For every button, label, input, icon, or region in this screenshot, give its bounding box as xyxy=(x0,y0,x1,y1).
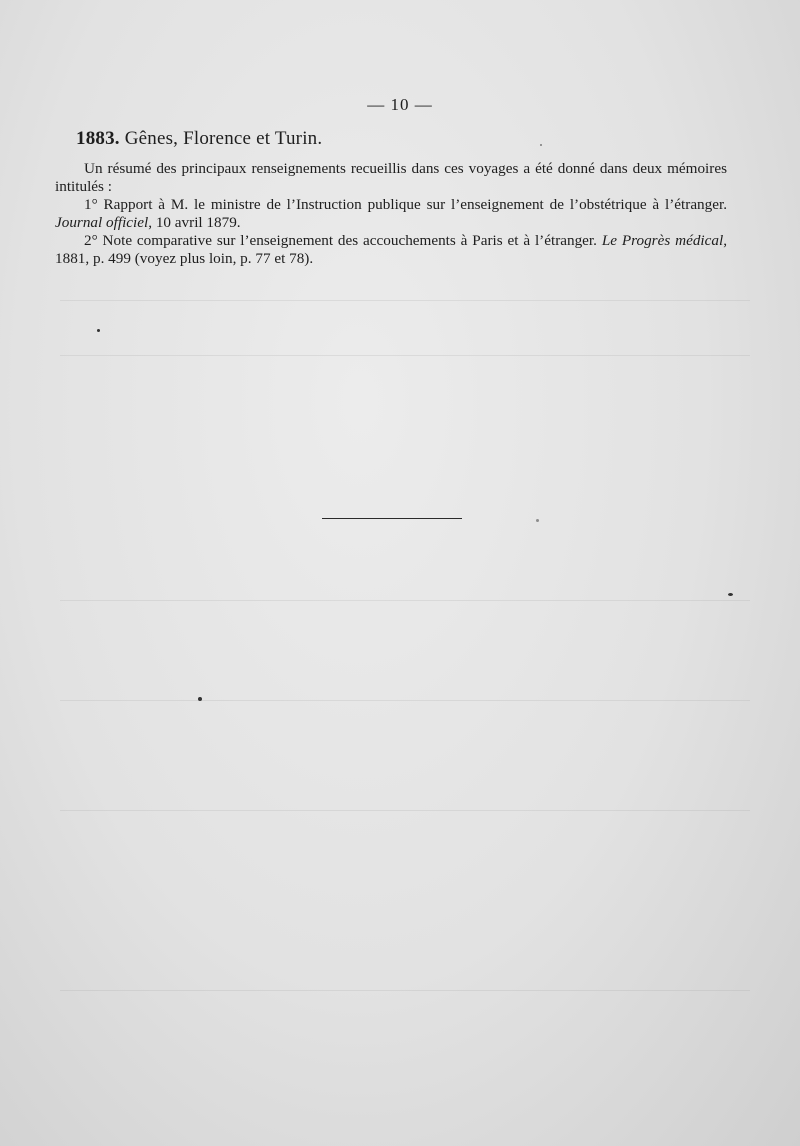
bleed-through-line xyxy=(60,700,750,701)
bleed-through-line xyxy=(60,600,750,601)
scan-speck xyxy=(198,697,202,701)
reference-1-title: 1° Rapport à M. le ministre de l’Instruction publique sur l’enseignement de l’obstétrique à l’étranger. xyxy=(84,196,727,213)
page-number: — 10 — xyxy=(367,95,433,114)
scan-speck xyxy=(540,144,542,146)
body-text xyxy=(55,160,727,268)
bleed-through-line xyxy=(60,300,750,301)
section-heading xyxy=(76,128,322,150)
heading-text: Gênes, Florence et Turin. xyxy=(124,128,323,149)
reference-2-title: 2° Note comparative sur l’enseignement des accouchements à Paris et à l’étranger. xyxy=(84,232,602,249)
reference-1-date: , 10 avril 1879. xyxy=(148,214,241,231)
scan-speck xyxy=(97,329,100,332)
reference-2-journal: Le Progrès médical xyxy=(601,232,724,249)
scan-speck xyxy=(728,593,733,596)
heading-year: 1883. xyxy=(76,128,120,149)
reference-1 xyxy=(55,196,727,232)
section-divider xyxy=(322,518,462,519)
bleed-through-line xyxy=(60,990,750,991)
bleed-through-line xyxy=(60,355,750,356)
scan-speck xyxy=(536,519,539,522)
reference-2 xyxy=(55,232,727,268)
reference-2-details: , 1881, p. 499 (voyez plus loin, p. 77 et 78). xyxy=(55,232,727,267)
reference-1-journal: Journal officiel xyxy=(55,214,149,231)
intro-paragraph: Un résumé des principaux renseignements recueillis dans ces voyages a été donné dans deux mémoires intitulés : xyxy=(55,160,727,195)
bleed-through-line xyxy=(60,810,750,811)
